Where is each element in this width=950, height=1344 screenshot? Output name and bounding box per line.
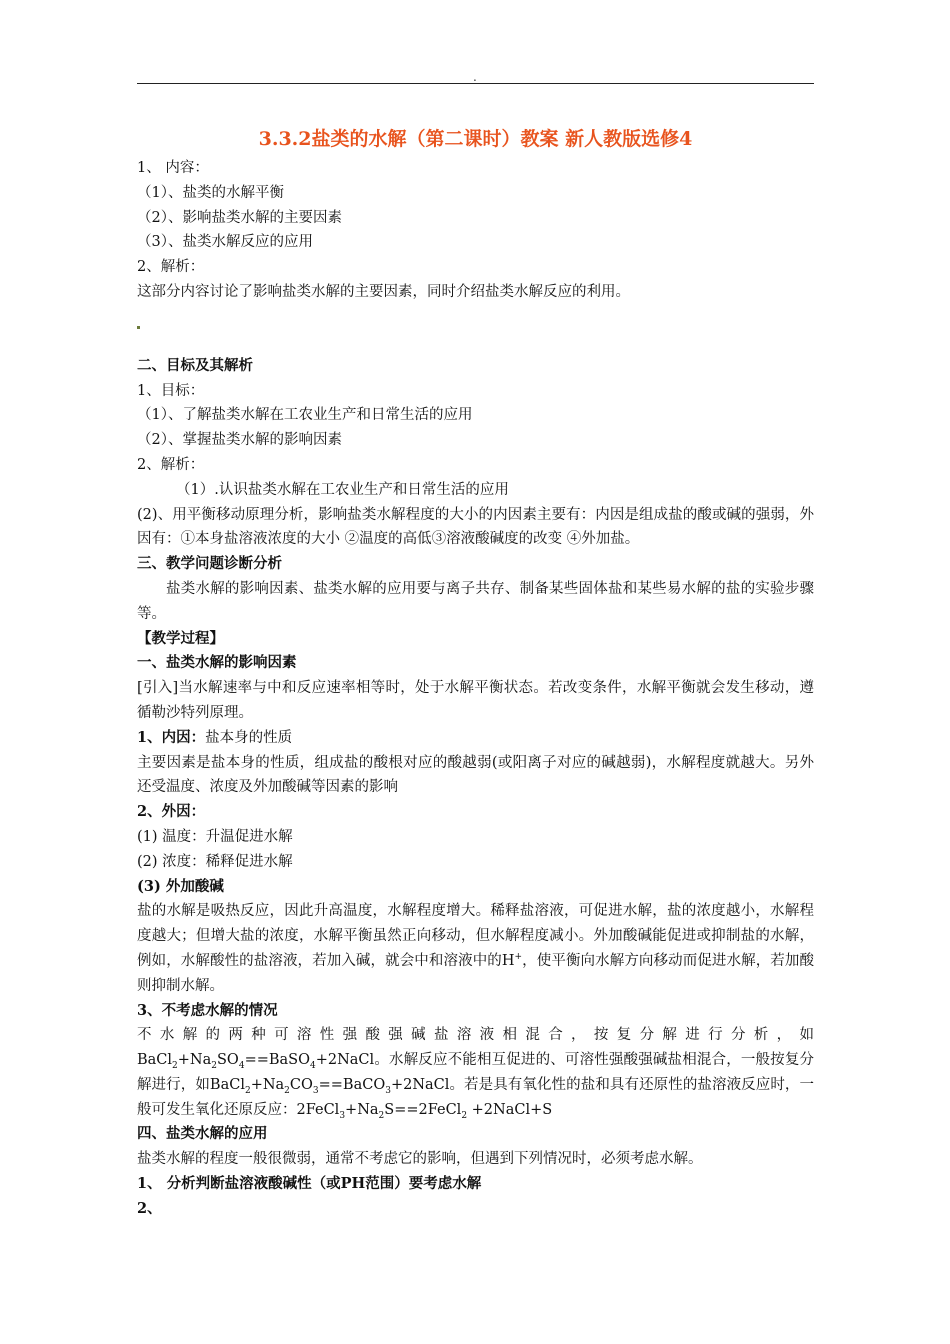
application-text: 盐类水解的程度一般很微弱，通常不考虑它的影响，但遇到下列情况时，必须考虑水解。 <box>137 1151 703 1168</box>
inner-factor <box>137 726 814 751</box>
document-page <box>137 126 814 1222</box>
p3-f: +Na <box>250 1076 285 1093</box>
outer-3: (3) 外加酸碱 <box>137 877 224 895</box>
process-h1: 一、盐类水解的影响因素 <box>137 654 297 672</box>
goal-analysis-label: 2、解析： <box>137 456 205 473</box>
analysis-text: 这部分内容讨论了影响盐类水解的主要因素，同时介绍盐类水解反应的利用。 <box>137 283 630 300</box>
sub-2d: 2 <box>284 1085 290 1096</box>
goal-analysis-1: （1）.认识盐类水解在工农业生产和日常生活的应用 <box>176 481 509 498</box>
p3-h: ==BaCO <box>318 1076 386 1093</box>
process-intro: [引入]当水解速率与中和反应速率相等时，处于水解平衡状态。若改变条件，水解平衡就会发生移动，遵循勒沙特列原理。 <box>137 680 814 721</box>
inner-label: 1、内因： <box>137 728 206 746</box>
outer-label: 2、外因： <box>137 803 206 821</box>
goal-2: （2）、掌握盐类水解的影响因素 <box>137 432 342 449</box>
p3-i: +2NaCl。若是具有氧化性的盐和具有还原性的盐溶液反应时，一般可发生氧化还原反应：2FeCl <box>137 1076 814 1118</box>
section3-text: 盐类水解的影响因素、盐类水解的应用要与离子共存、制备某些固体盐和某些易水解的盐的实验步骤等。 <box>137 580 814 622</box>
section2-heading: 二、目标及其解析 <box>137 356 253 374</box>
p3-c: SO <box>217 1052 239 1069</box>
outer-desc-a: 盐的水解是吸热反应，因此升高温度，水解程度增大。稀释盐溶液，可促进水解，盐的浓度越小，水解程度越大；但增大盐的浓度，水解平衡虽然正向移动，但水解程度减小。外加酸碱能促进或抑制盐的水解，例如，水解酸性的盐溶液，若加入碱，就会中和溶液中的H <box>137 903 814 969</box>
application-item-2: 2、 <box>137 1199 162 1217</box>
p3-j: +Na <box>345 1101 379 1118</box>
outer-1: (1) 温度：升温促进水解 <box>137 828 293 845</box>
goal-label: 1、目标： <box>137 382 205 399</box>
header-dot: . <box>473 70 477 84</box>
sub-4a: 4 <box>238 1060 245 1071</box>
sub-2a: 2 <box>172 1060 178 1071</box>
sub-4b: 4 <box>309 1060 316 1071</box>
content-item-2: （2）、影响盐类水解的主要因素 <box>137 209 342 226</box>
p3-d: ==BaSO <box>244 1052 310 1069</box>
goal-1: （1）、了解盐类水解在工农业生产和日常生活的应用 <box>137 407 473 424</box>
p3-e: +2NaCl。水解反应不能相互促进的、可溶性强酸强碱盐相混合，一般按复分解进行，如BaCl <box>137 1052 814 1093</box>
sub-2c: 2 <box>244 1085 251 1096</box>
content-label: 1、 内容： <box>137 160 209 176</box>
outer-2: (2) 浓度：稀释促进水解 <box>137 853 293 870</box>
process-h4: 四、盐类水解的应用 <box>137 1125 268 1143</box>
process-h3: 3、不考虑水解的情况 <box>137 1001 278 1019</box>
p3-l: +2NaCl+S <box>467 1101 553 1118</box>
no-hydrolysis-text <box>137 1023 814 1122</box>
analysis-label: 2、解析： <box>137 259 205 276</box>
document-title: 3.3.2盐类的水解（第二课时）教案 新人教版选修4 <box>258 128 693 150</box>
p3-a: 不水解的两种可溶性强酸强碱盐溶液相混合，按复分解进行分析，如 BaCl <box>137 1027 814 1069</box>
sub-2b: 2 <box>211 1060 217 1071</box>
outer-desc-b: ，使平衡向水解方向移动而促进水解，若加酸则抑制水解。 <box>137 952 814 994</box>
sub-3a: 3 <box>312 1085 319 1096</box>
inner-text: 盐本身的性质 <box>205 729 293 746</box>
p3-k: S==2FeCl <box>384 1101 462 1118</box>
inner-desc: 主要因素是盐本身的性质，组成盐的酸根对应的酸越弱(或阳离子对应的碱越弱)，水解程度就越大。另外还受温度、浓度及外加酸碱等因素的影响 <box>137 754 814 796</box>
content-item-3: （3）、盐类水解反应的应用 <box>137 234 313 251</box>
p3-b: +Na <box>177 1052 212 1069</box>
application-item-1: 1、 分析判断盐溶液酸碱性（或PH范围）要考虑水解 <box>137 1175 482 1193</box>
sub-2f: 2 <box>461 1110 468 1121</box>
p3-g: CO <box>289 1076 313 1093</box>
process-heading: 【教学过程】 <box>137 629 224 647</box>
sub-2e: 2 <box>378 1110 385 1121</box>
section3-heading: 三、教学问题诊断分析 <box>137 555 282 573</box>
outer-desc-sup: + <box>514 952 523 963</box>
margin-mark <box>137 326 140 329</box>
spacer <box>137 305 814 354</box>
header-rule <box>137 83 814 84</box>
sub-3c: 3 <box>339 1110 346 1121</box>
content-item-1: （1）、盐类的水解平衡 <box>137 184 284 201</box>
goal-analysis-2: (2)、用平衡移动原理分析，影响盐类水解程度的大小的内因素主要有：内因是组成盐的酸或碱的强弱，外因有：①本身盐溶液浓度的大小 ②温度的高低③溶液酸碱度的改变 ④外加盐。 <box>137 506 814 548</box>
outer-desc <box>137 899 814 998</box>
sub-3b: 3 <box>385 1085 391 1096</box>
